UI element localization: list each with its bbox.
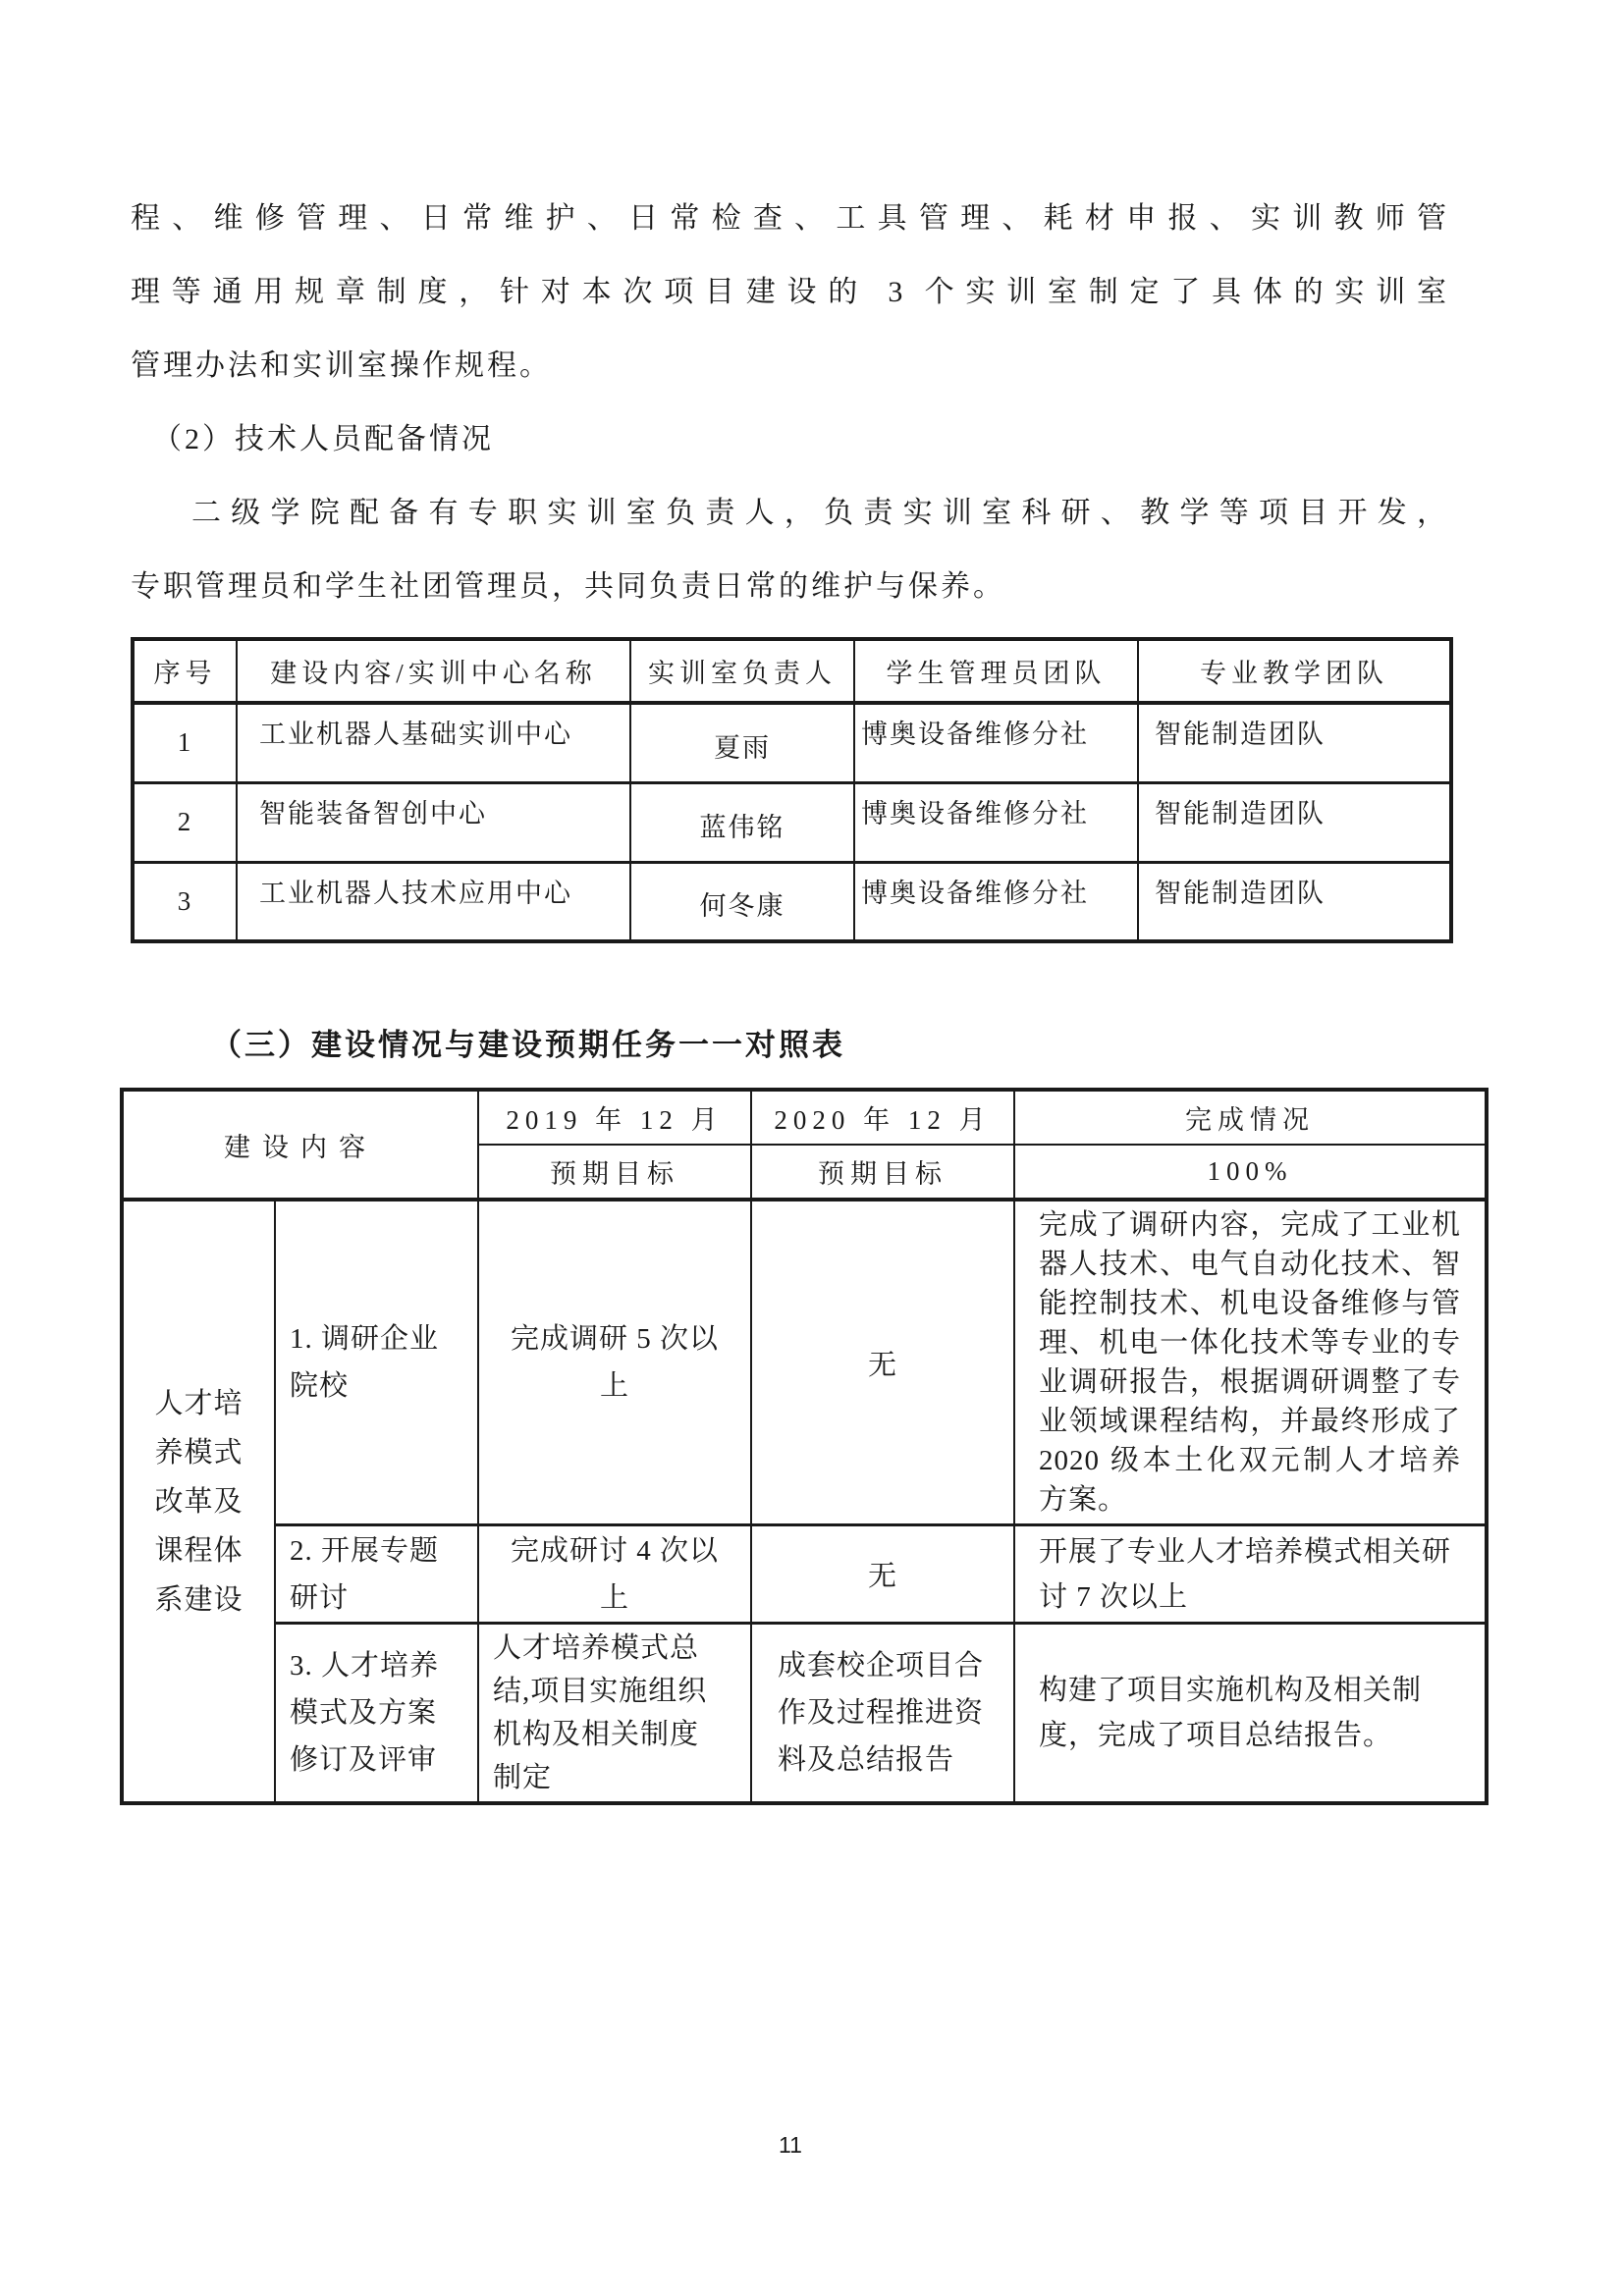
cell-task: 3. 人才培养模式及方案修订及评审 — [275, 1624, 478, 1804]
paragraph2-line1: 二级学院配备有专职实训室负责人，负责实训室科研、教学等项目开发， — [191, 497, 1449, 529]
staff-header-teaching-team: 专业教学团队 — [1138, 639, 1451, 703]
subheader-completion-percent: 100% — [1014, 1145, 1487, 1200]
header-construction-content: 建设内容 — [122, 1090, 478, 1200]
cell-student-team: 博奥设备维修分社 — [854, 703, 1138, 782]
page-number: 11 — [779, 2132, 802, 2158]
cell-completion: 开展了专业人才培养模式相关研讨 7 次以上 — [1014, 1525, 1487, 1624]
cell-completion: 完成了调研内容，完成了工业机器人技术、电气自动化技术、智能控制技术、机电设备维修与管理、机电一体化技术等专业的专业调研报告，根据调研调整了专业领域课程结构，并最终形成了 2020 级本土化双元制人才培养方案。 — [1014, 1200, 1487, 1525]
cell-center-name: 智能装备智创中心 — [237, 782, 630, 862]
cell-target-2019: 完成研讨 4 次以上 — [478, 1525, 751, 1624]
paragraph1-line3: 管理办法和实训室操作规程。 — [131, 349, 552, 382]
cell-target-2020: 成套校企项目合作及过程推进资料及总结报告 — [751, 1624, 1014, 1804]
cell-target-2020: 无 — [751, 1525, 1014, 1624]
comparison-table — [120, 1088, 1489, 1805]
cell-target-2020: 无 — [751, 1200, 1014, 1525]
cell-seq: 3 — [133, 862, 237, 941]
cell-task: 2. 开展专题研讨 — [275, 1525, 478, 1624]
staff-table-row — [133, 782, 1451, 862]
comparison-header-row1 — [122, 1090, 1487, 1145]
section3-heading: （三）建设情况与建设预期任务一一对照表 — [211, 1028, 845, 1062]
staff-table-row — [133, 703, 1451, 782]
staff-table-header-row — [133, 639, 1451, 703]
staff-header-person: 实训室负责人 — [630, 639, 854, 703]
cell-seq: 2 — [133, 782, 237, 862]
comparison-row — [122, 1200, 1487, 1525]
paragraph1-line2: 理等通用规章制度，针对本次项目建设的 3 个实训室制定了具体的实训室 — [131, 276, 1449, 308]
header-2020: 2020 年 12 月 — [751, 1090, 1014, 1145]
section2-heading: （2）技术人员配备情况 — [152, 423, 494, 455]
cell-seq: 1 — [133, 703, 237, 782]
cell-completion: 构建了项目实施机构及相关制度，完成了项目总结报告。 — [1014, 1624, 1487, 1804]
cell-person: 蓝伟铭 — [630, 782, 854, 862]
cell-student-team: 博奥设备维修分社 — [854, 782, 1138, 862]
paragraph1-line1: 程、维修管理、日常维护、日常检查、工具管理、耗材申报、实训教师管 — [131, 202, 1449, 235]
subheader-2019-target: 预期目标 — [478, 1145, 751, 1200]
cell-student-team: 博奥设备维修分社 — [854, 862, 1138, 941]
staff-header-student-team: 学生管理员团队 — [854, 639, 1138, 703]
cell-target-2019: 完成调研 5 次以上 — [478, 1200, 751, 1525]
header-2019: 2019 年 12 月 — [478, 1090, 751, 1145]
cell-teaching-team: 智能制造团队 — [1138, 782, 1451, 862]
staff-table — [131, 637, 1453, 943]
header-completion: 完成情况 — [1014, 1090, 1487, 1145]
cell-target-2019: 人才培养模式总结,项目实施组织机构及相关制度制定 — [478, 1624, 751, 1804]
subheader-2020-target: 预期目标 — [751, 1145, 1014, 1200]
staff-header-seq: 序号 — [133, 639, 237, 703]
cell-person: 夏雨 — [630, 703, 854, 782]
cell-teaching-team: 智能制造团队 — [1138, 862, 1451, 941]
staff-header-name: 建设内容/实训中心名称 — [237, 639, 630, 703]
staff-table-row — [133, 862, 1451, 941]
cell-task: 1. 调研企业院校 — [275, 1200, 478, 1525]
cell-teaching-team: 智能制造团队 — [1138, 703, 1451, 782]
comparison-row — [122, 1525, 1487, 1624]
cell-person: 何冬康 — [630, 862, 854, 941]
cell-center-name: 工业机器人基础实训中心 — [237, 703, 630, 782]
paragraph2-line2: 专职管理员和学生社团管理员，共同负责日常的维护与保养。 — [131, 570, 1005, 603]
cell-center-name: 工业机器人技术应用中心 — [237, 862, 630, 941]
cell-group-label: 人才培养模式改革及课程体系建设 — [122, 1200, 275, 1803]
comparison-row — [122, 1624, 1487, 1804]
